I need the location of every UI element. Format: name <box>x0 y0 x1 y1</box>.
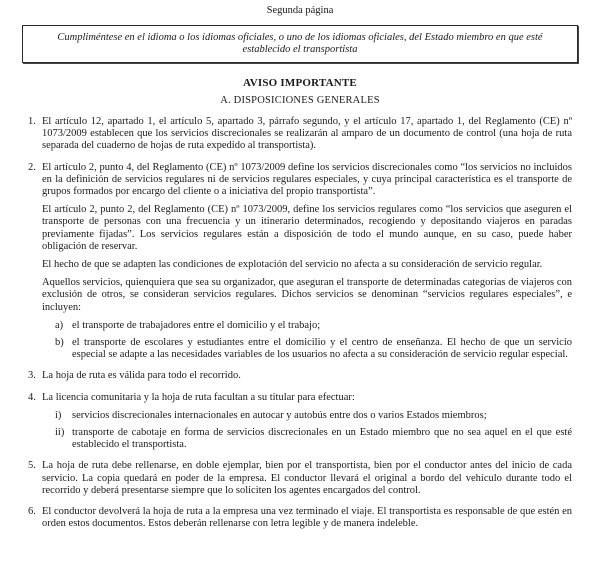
item-paragraph: La hoja de ruta debe rellenarse, en doble ejemplar, bien por el transportista, bien por el conductor antes del inicio de cada servicio. La copia quedará en poder de la empresa. El conductor llevará el original a bordo del vehículo durante todo el recorrido y deberá presentarse siempre que lo soliciten los agentes encargados del control. <box>42 460 572 496</box>
item-number: 5. <box>28 460 36 472</box>
item-body <box>42 506 572 530</box>
language-notice-text: Cumpliméntese en el idioma o los idiomas oficiales, o uno de los idiomas oficiales, del Estado miembro en que esté establecido el transportista <box>57 32 543 55</box>
item-paragraph: La hoja de ruta es válida para todo el recorrido. <box>42 370 241 382</box>
subitem-a <box>42 320 572 332</box>
item-body <box>42 116 572 153</box>
page-header: Segunda página <box>266 5 334 16</box>
subitem-ii <box>42 427 572 451</box>
subitem-label: b) <box>55 337 64 349</box>
list-item-2 <box>28 162 572 362</box>
item-number: 2. <box>28 161 36 173</box>
subitem-text: el transporte de trabajadores entre el domicilio y el trabajo; <box>72 319 321 331</box>
subitem-text: el transporte de escolares y estudiantes entre el domicilio y el centro de enseñanza. El hecho de que un servicio especial se adapte a las necesidades variables de los usuarios no afecta a su consideración de servicio regular especial. <box>72 337 572 361</box>
item-paragraph: El artículo 12, apartado 1, el artículo 5, apartado 3, párrafo segundo, y el artículo 17, apartado 1, del Reglamento (CE) nº 1073/2009 establecen que los servicios discrecionales se realizarán al amparo de un documento de control (una hoja de ruta separada del cuaderno de hojas de ruta expedido al transportista). <box>42 116 572 152</box>
item-number: 6. <box>28 506 36 518</box>
item-paragraph: Aquellos servicios, quienquiera que sea su organizador, que aseguran el transporte de determinadas categorías de viajeros con exclusión de otros, se consideran servicios regulares. Dichos servicios se denominan “servicios regulares especiales”, e incluyen: <box>42 277 572 313</box>
list-item-5 <box>28 460 572 497</box>
list-item-6 <box>28 506 572 530</box>
subitem-label: ii) <box>55 427 65 439</box>
item-body <box>42 460 572 497</box>
item-paragraph: El hecho de que se adapten las condiciones de explotación del servicio no afecta a su consideración de servicio regular. <box>42 259 543 271</box>
list-item-4 <box>28 392 572 452</box>
section-heading: A. DISPOSICIONES GENERALES <box>220 95 380 106</box>
subitem-i <box>42 410 572 422</box>
item-number: 1. <box>28 116 36 127</box>
subitem-b <box>42 337 572 361</box>
subitem-text: transporte de cabotaje en forma de servicios discrecionales en un Estado miembro que no sea aquel en el que esté establecido el transportista. <box>72 427 572 451</box>
language-notice-box <box>22 25 578 63</box>
document-title: AVISO IMPORTANTE <box>243 77 357 89</box>
subitem-label: a) <box>55 319 64 331</box>
list-item-1 <box>28 116 572 153</box>
item-number: 4. <box>28 391 36 403</box>
list-item-3 <box>28 370 572 382</box>
item-paragraph: El artículo 2, punto 4, del Reglamento (CE) nº 1073/2009 define los servicios discrecionales como “los servicios no incluidos en la definición de servicios regulares ni de servicios regulares especiales, y cuya principal característica es el transporte de grupos formados por encargo del cliente o a iniciativa del propio transportista”. <box>42 161 572 198</box>
item-paragraph: La licencia comunitaria y la hoja de ruta facultan a su titular para efectuar: <box>42 391 355 403</box>
provisions-list <box>28 116 572 530</box>
item-body <box>42 392 572 452</box>
item-number: 3. <box>28 370 36 382</box>
subitem-text: servicios discrecionales internacionales en autocar y autobús entre dos o varios Estados miembros; <box>72 409 487 421</box>
item-body <box>42 162 572 362</box>
subitem-label: i) <box>55 409 62 421</box>
item-paragraph: El conductor devolverá la hoja de ruta a la empresa una vez terminado el viaje. El transportista es responsable de que estén en orden estos documentos. Estos deberán rellenarse con letra legible y de manera indeleble. <box>42 506 572 530</box>
item-body <box>42 370 572 382</box>
item-paragraph: El artículo 2, punto 2, del Reglamento (CE) nº 1073/2009, define los servicios regulares como “los servicios que aseguren el transporte de personas con una frecuencia y un itinerario determinados, recogiendo y depositando viajeros en paradas previamente fijadas”. Los servicios regulares están a disposición de todo el mundo aunque, en su caso, puede haber obligación de reservar. <box>42 204 572 252</box>
